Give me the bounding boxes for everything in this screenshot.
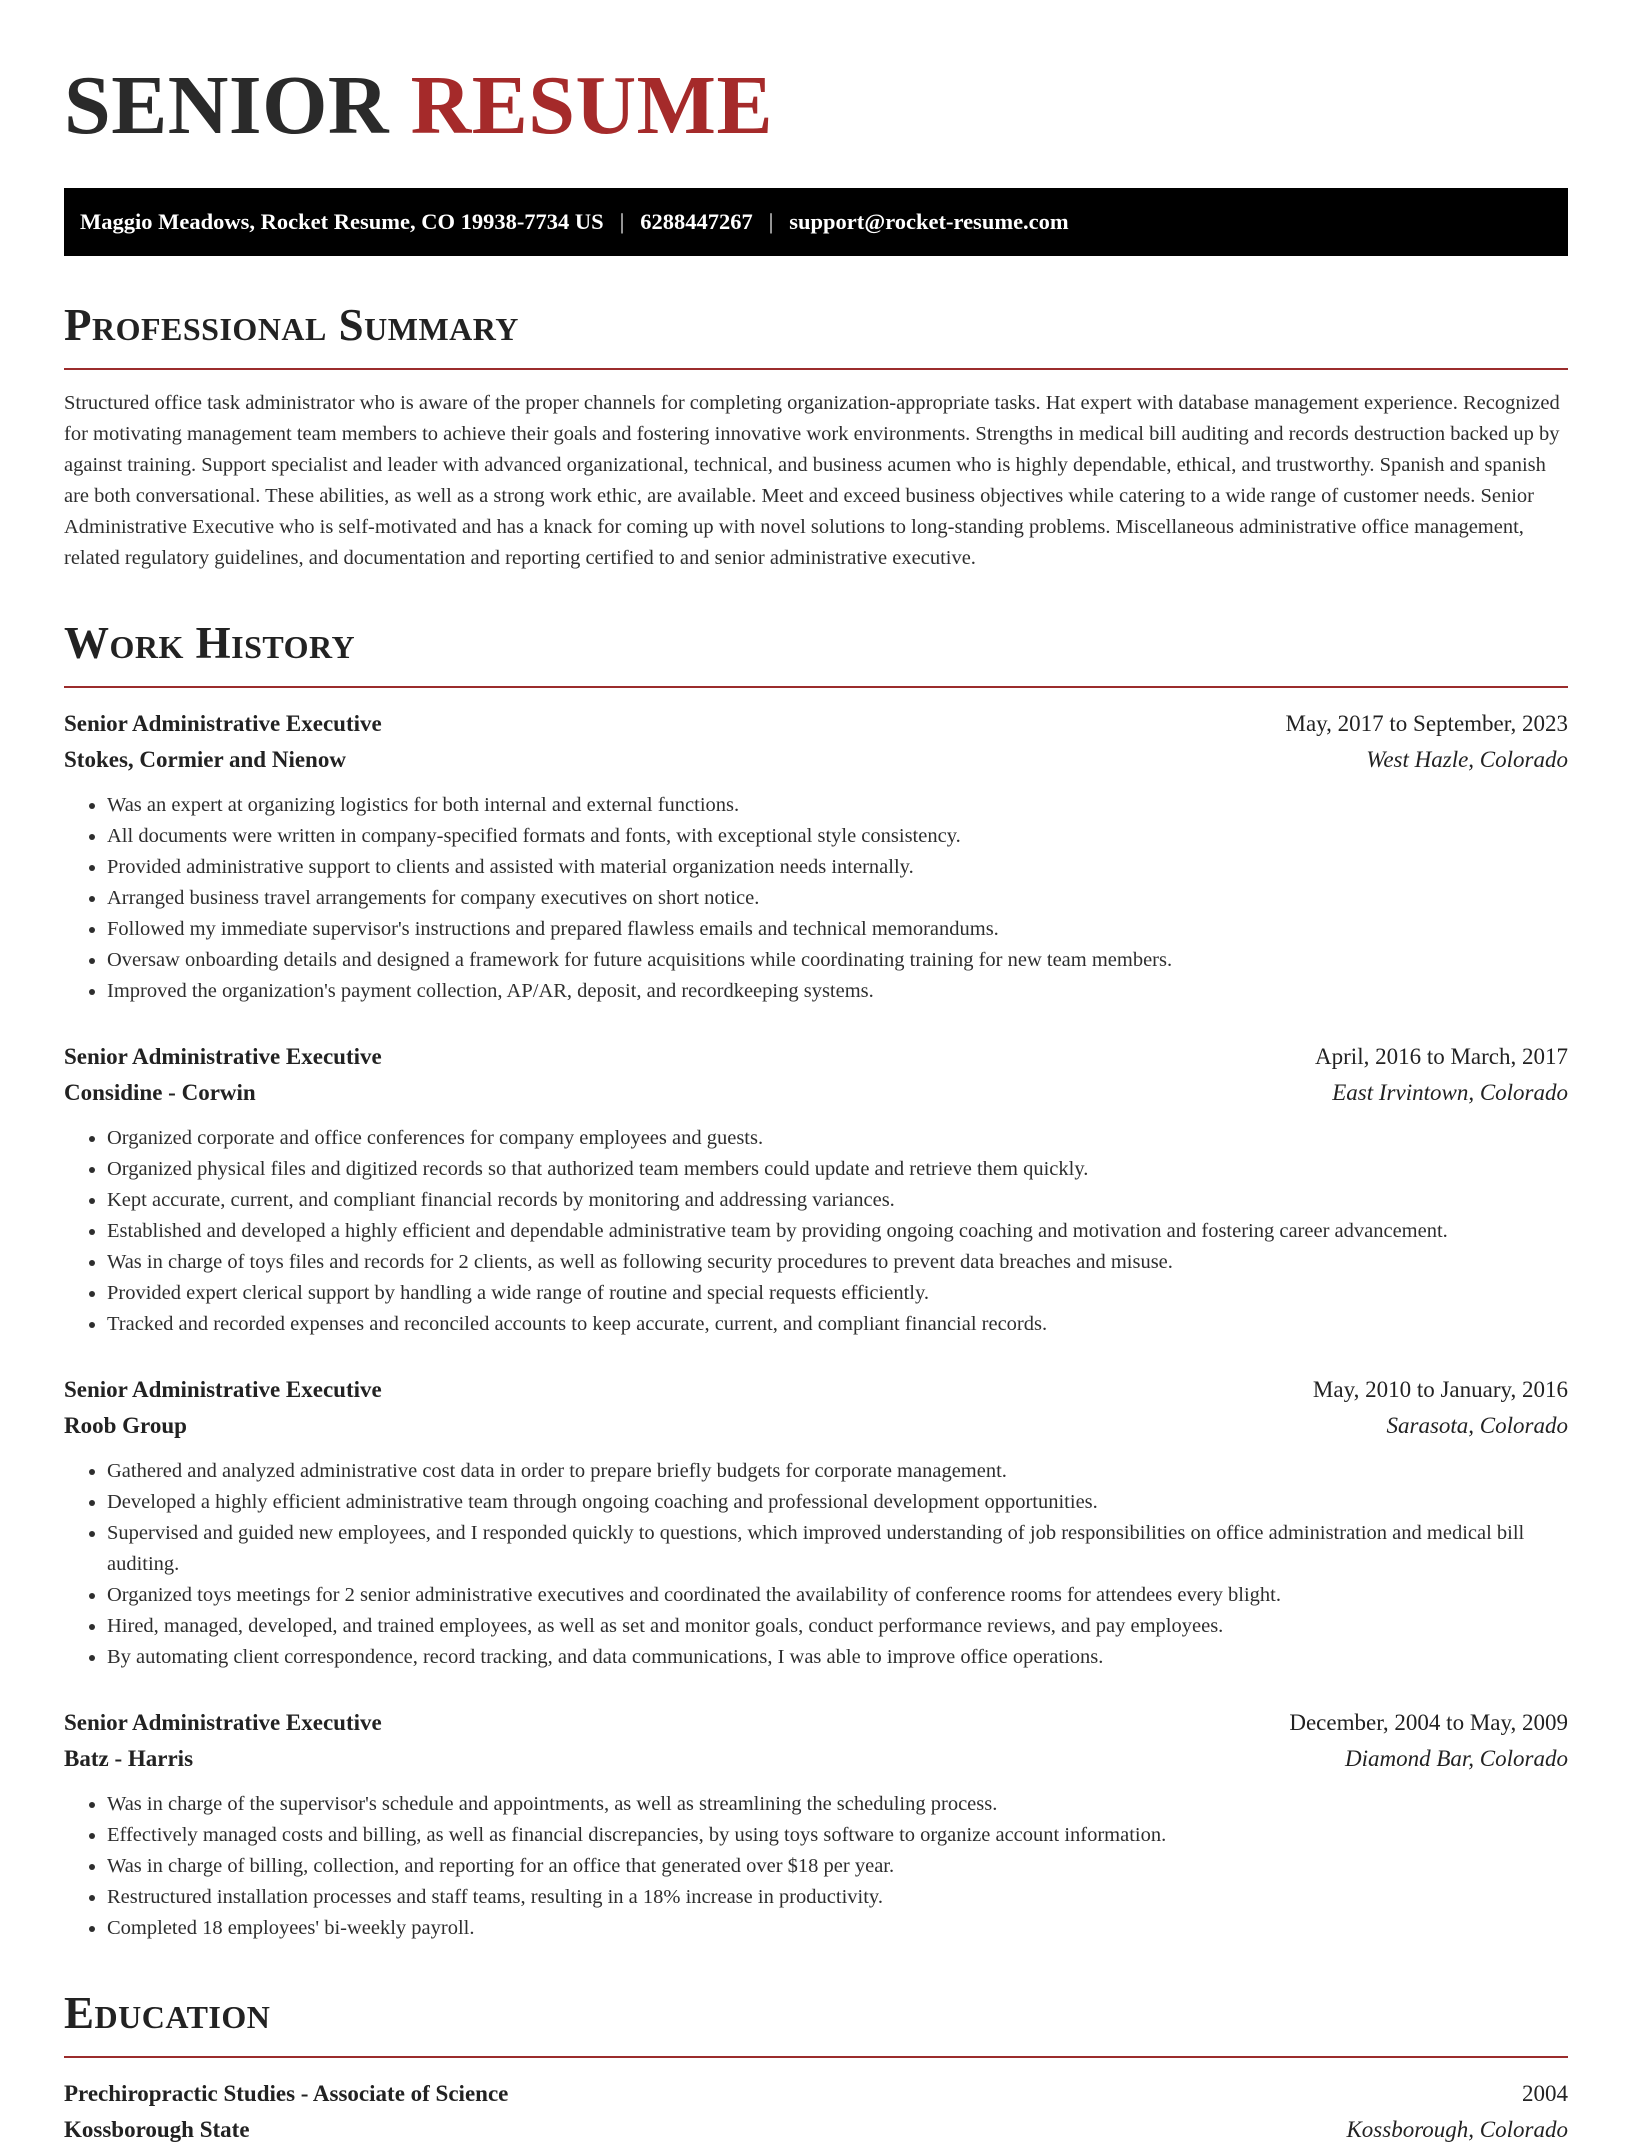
job-entry [64, 1039, 1568, 1340]
job-dates: December, 2004 to May, 2009 [1289, 1710, 1568, 1735]
job-title: Senior Administrative Executive [64, 711, 382, 736]
job-bullet: • All documents were written in company-specified formats and fonts, with exceptional style consistency. [107, 821, 1568, 852]
job-bullet: • Organized physical files and digitized records so that authorized team members could update and retrieve them quickly. [107, 1154, 1568, 1185]
job-bullets [64, 1789, 1568, 1944]
summary-text: Structured office task administrator who is aware of the proper channels for completing organization-appropriate tasks. Hat expert with database management experience. Recognized for motivating management team members to achieve their goals and fostering innovative work environments. Strengths in medical bill auditing and records destruction backed up by against training. Support specialist and leader with advanced organizational, technical, and business acumen who is highly dependable, ethical, and trustworthy. Spanish and spanish are both conversational. These abilities, as well as a strong work ethic, are available. Meet and exceed business objectives while catering to a wide range of customer needs. Senior Administrative Executive who is self-motivated and has a knack for coming up with novel solutions to long-standing problems. Miscellaneous administrative office management, related regulatory guidelines, and documentation and reporting certified to and senior administrative executive. [64, 392, 1560, 569]
job-bullets [64, 1456, 1568, 1673]
job-bullet: • Gathered and analyzed administrative cost data in order to prepare briefly budgets for corporate management. [107, 1456, 1568, 1487]
title-first-word: SENIOR [64, 59, 390, 152]
job-company-row [64, 1075, 1568, 1111]
job-bullet: • Supervised and guided new employees, and I responded quickly to questions, which improved understanding of job responsibilities on office administration and medical bill auditing. [107, 1518, 1568, 1580]
job-bullets [64, 1123, 1568, 1340]
section-heading-education: Education [64, 1988, 271, 2038]
job-location: Sarasota, Colorado [1386, 1413, 1568, 1438]
job-dates: May, 2010 to January, 2016 [1312, 1377, 1568, 1402]
job-bullet: • Organized toys meetings for 2 senior administrative executives and coordinated the availability of conference rooms for attendees every blight. [107, 1580, 1568, 1611]
education-location: Kossborough, Colorado [1346, 2117, 1568, 2142]
job-bullet: • By automating client correspondence, record tracking, and data communications, I was able to improve office operations. [107, 1642, 1568, 1673]
job-bullet: • Completed 18 employees' bi-weekly payroll. [107, 1913, 1568, 1944]
job-dates: May, 2017 to September, 2023 [1285, 711, 1568, 736]
job-bullet: • Organized corporate and office conferences for company employees and guests. [107, 1123, 1568, 1154]
education-school: Kossborough State [64, 2117, 250, 2142]
job-company-row [64, 1741, 1568, 1777]
contact-phone: 6288447267 [640, 209, 753, 234]
job-company: Batz - Harris [64, 1746, 194, 1771]
job-bullet: • Effectively managed costs and billing, as well as financial discrepancies, by using toys software to organize account information. [107, 1820, 1568, 1851]
job-bullet: • Restructured installation processes and staff teams, resulting in a 18% increase in productivity. [107, 1882, 1568, 1913]
section-divider [64, 2056, 1568, 2058]
contact-bar [64, 188, 1568, 256]
contact-email: support@rocket-resume.com [789, 209, 1069, 234]
job-bullet: • Improved the organization's payment collection, AP/AR, deposit, and recordkeeping systems. [107, 976, 1568, 1007]
job-title: Senior Administrative Executive [64, 1044, 382, 1069]
job-bullet: • Established and developed a highly efficient and dependable administrative team by providing ongoing coaching and motivation and fostering career advancement. [107, 1216, 1568, 1247]
job-company-row [64, 742, 1568, 778]
job-bullet: • Arranged business travel arrangements for company executives on short notice. [107, 883, 1568, 914]
job-bullet: • Was in charge of the supervisor's schedule and appointments, as well as streamlining the scheduling process. [107, 1789, 1568, 1820]
job-bullets [64, 790, 1568, 1007]
job-location: Diamond Bar, Colorado [1345, 1746, 1568, 1771]
section-heading-summary: Professional Summary [64, 300, 519, 350]
job-header-row [64, 706, 1568, 742]
education-entry [64, 2076, 1568, 2148]
job-bullet: • Provided expert clerical support by handling a wide range of routine and special requests efficiently. [107, 1278, 1568, 1309]
job-title: Senior Administrative Executive [64, 1377, 382, 1402]
job-bullet: • Tracked and recorded expenses and reconciled accounts to keep accurate, current, and compliant financial records. [107, 1309, 1568, 1340]
job-company: Considine - Corwin [64, 1080, 256, 1105]
job-header-row [64, 1372, 1568, 1408]
title-second-word: RESUME [410, 59, 773, 152]
section-divider [64, 686, 1568, 688]
education-degree: Prechiropractic Studies - Associate of Science [64, 2081, 509, 2106]
job-entry [64, 1372, 1568, 1673]
job-company-row [64, 1408, 1568, 1444]
summary-section [64, 298, 1568, 574]
job-header-row [64, 1705, 1568, 1741]
section-heading-work-history: Work History [64, 618, 356, 668]
resume-title [64, 56, 1568, 156]
contact-address: Maggio Meadows, Rocket Resume, CO 19938-7734 US [80, 209, 604, 234]
job-bullet: • Hired, managed, developed, and trained employees, as well as set and monitor goals, conduct performance reviews, and pay employees. [107, 1611, 1568, 1642]
education-header-row [64, 2076, 1568, 2112]
job-location: West Hazle, Colorado [1366, 747, 1568, 772]
education-section [64, 1986, 1568, 2148]
job-dates: April, 2016 to March, 2017 [1315, 1044, 1568, 1069]
job-bullet: • Was an expert at organizing logistics for both internal and external functions. [107, 790, 1568, 821]
job-header-row [64, 1039, 1568, 1075]
job-company: Roob Group [64, 1413, 187, 1438]
job-bullet: • Oversaw onboarding details and designed a framework for future acquisitions while coordinating training for new team members. [107, 945, 1568, 976]
job-bullet: • Provided administrative support to clients and assisted with material organization needs internally. [107, 852, 1568, 883]
section-divider [64, 368, 1568, 370]
job-entry [64, 706, 1568, 1007]
job-entry [64, 1705, 1568, 1944]
education-year: 2004 [1522, 2081, 1568, 2106]
job-title: Senior Administrative Executive [64, 1710, 382, 1735]
education-school-row [64, 2112, 1568, 2148]
contact-separator: | [768, 209, 774, 234]
job-bullet: • Was in charge of toys files and records for 2 clients, as well as following security procedures to prevent data breaches and misuse. [107, 1247, 1568, 1278]
job-bullet: • Followed my immediate supervisor's instructions and prepared flawless emails and technical memorandums. [107, 914, 1568, 945]
contact-separator: | [619, 209, 625, 234]
job-bullet: • Kept accurate, current, and compliant financial records by monitoring and addressing variances. [107, 1185, 1568, 1216]
job-bullet: • Was in charge of billing, collection, and reporting for an office that generated over $18 per year. [107, 1851, 1568, 1882]
work-history-section [64, 616, 1568, 1944]
job-location: East Irvintown, Colorado [1332, 1080, 1568, 1105]
job-company: Stokes, Cormier and Nienow [64, 747, 346, 772]
job-bullet: • Developed a highly efficient administrative team through ongoing coaching and professional development opportunities. [107, 1487, 1568, 1518]
